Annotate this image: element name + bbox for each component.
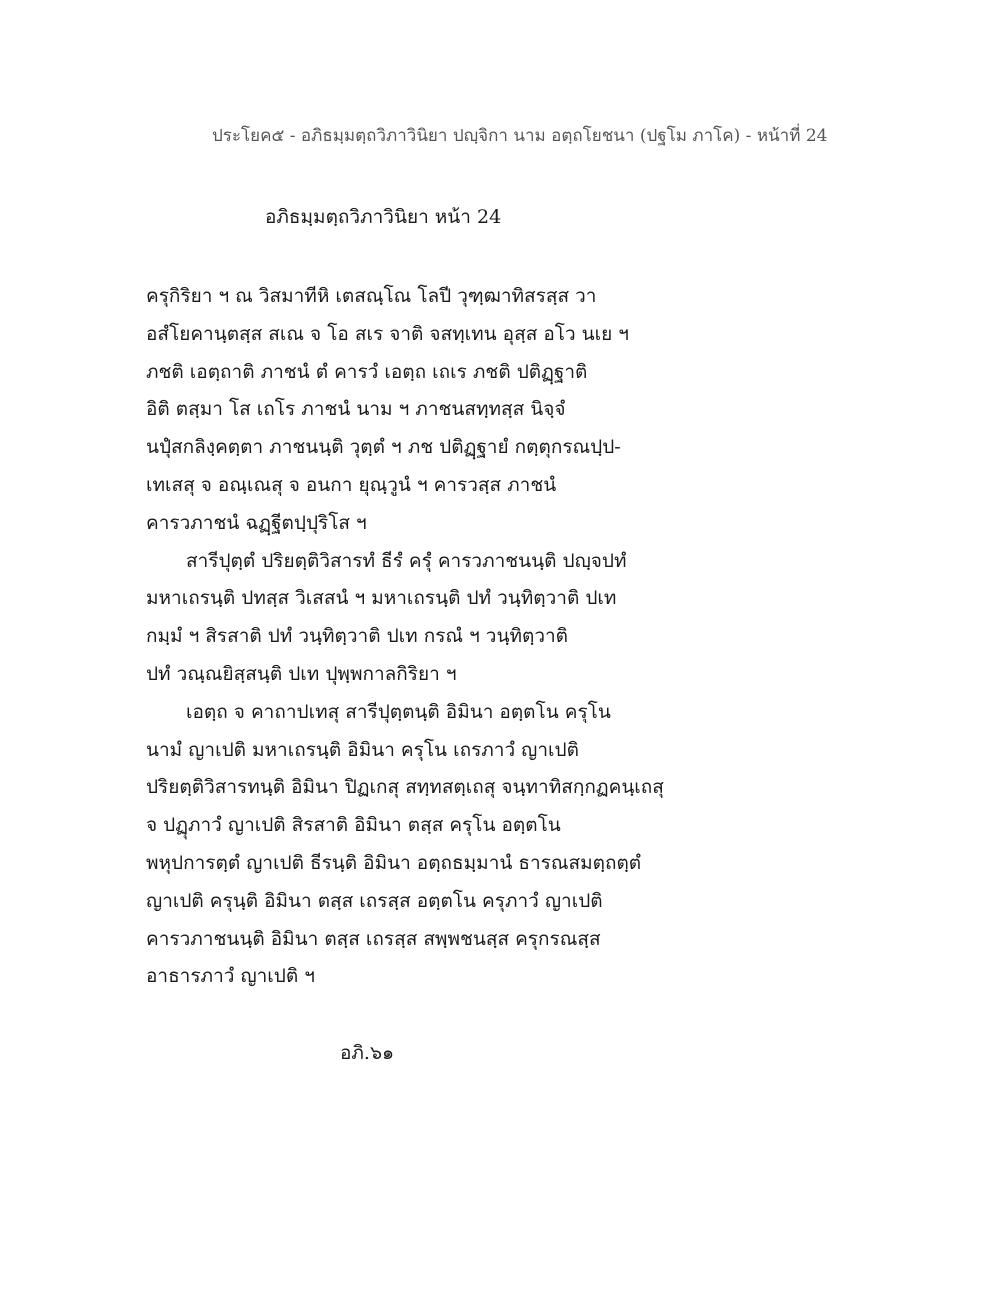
paragraph-first-line: สารีปุตฺตํ ปริยตฺติวิสารทํ ธีรํ ครุํ คารวภาชนนฺติ ปญฺจปทํ (186, 549, 627, 572)
text-line: ญาเปติ ครุนฺติ อิมินา ตสฺส เถรสฺส อตฺตโน ครุภาวํ ญาเปติ (146, 889, 603, 912)
text-line: อิติ ตสฺมา โส เถโร ภาชนํ นาม ฯ ภาชนสทฺทสฺส นิจฺจํ (146, 398, 566, 421)
text-line: อสํโยคานฺตสฺส สเณ จ โอ สเร จาติ จสทฺเทน อุสฺส อโว นเย ฯ (146, 322, 629, 345)
text-line: เทเสสุ จ อณฺเณสุ จ อนกา ยุณฺวูนํ ฯ คารวสฺส ภาชนํ (146, 473, 557, 496)
page-title: อภิธมฺมตฺถวิภาวินิยา หน้า 24 (265, 206, 502, 228)
text-line: คารวภาชนํ ฉฏฺฐีตปฺปุริโส ฯ (146, 511, 367, 534)
body-text (146, 278, 746, 996)
text-line: ครุกิริยา ฯ ณ วิสมาทีหิ เตสณฺโณ โลปี วุฑฺฒาทิสรสฺส วา (146, 285, 597, 307)
text-line: ปทํ วณฺณยิสฺสนฺติ ปเท ปุพฺพกาลกิริยา ฯ (146, 662, 457, 685)
text-line: พหุปการตฺตํ ญาเปติ ธีรนฺติ อิมินา อตฺถธมฺมานํ ธารณสมตฺถตฺตํ (146, 851, 642, 874)
text-line: คารวภาชนนฺติ อิมินา ตสฺส เถรสฺส สพฺพชนสฺส ครุกรณสฺส (146, 927, 601, 950)
text-line: มหาเถรนฺติ ปทสฺส วิเสสนํ ฯ มหาเถรนฺติ ปทํ วนฺทิตฺวาติ ปเท (146, 587, 617, 610)
text-line: นปุํสกลิงฺคตฺตา ภาชนนฺติ วุตฺตํ ฯ ภช ปติฏฺฐายํ กตฺตุกรณปฺป- (146, 436, 621, 459)
text-line: ภชติ เอตฺถาติ ภาชนํ ตํ คารวํ เอตฺถ เถเร ภชติ ปติฏฺฐาติ (146, 360, 588, 383)
paragraph-first-line: เอตฺถ จ คาถาปเทสุ สารีปุตฺตนฺติ อิมินา อตฺตโน ครุโน (186, 700, 611, 723)
footer-reference: อภิ.๖๑ (340, 1042, 395, 1064)
text-line: ปริยตฺติวิสารทนฺติ อิมินา ปิฏเกสุ สทฺทสตฺเถสุ จนฺทาทิสกฺกฏคนฺเถสุ (146, 776, 664, 799)
text-line: กมฺมํ ฯ สิรสาติ ปทํ วนฺทิตฺวาติ ปเท กรณํ ฯ วนฺทิตฺวาติ (146, 625, 569, 648)
text-line: จ ปฏุภาวํ ญาเปติ สิรสาติ อิมินา ตสฺส ครุโน อตฺตโน (146, 814, 561, 837)
text-line: นามํ ญาเปติ มหาเถรนฺติ อิมินา ครุโน เถรภาวํ ญาเปติ (146, 738, 579, 761)
running-header: ประโยค๕ - อภิธมฺมตฺถวิภาวินิยา ปญฺจิกา นาม อตฺถโยชนา (ปฐโม ภาโค) - หน้าที่ 24 (212, 126, 828, 146)
text-line: อาธารภาวํ ญาเปติ ฯ (146, 965, 315, 988)
